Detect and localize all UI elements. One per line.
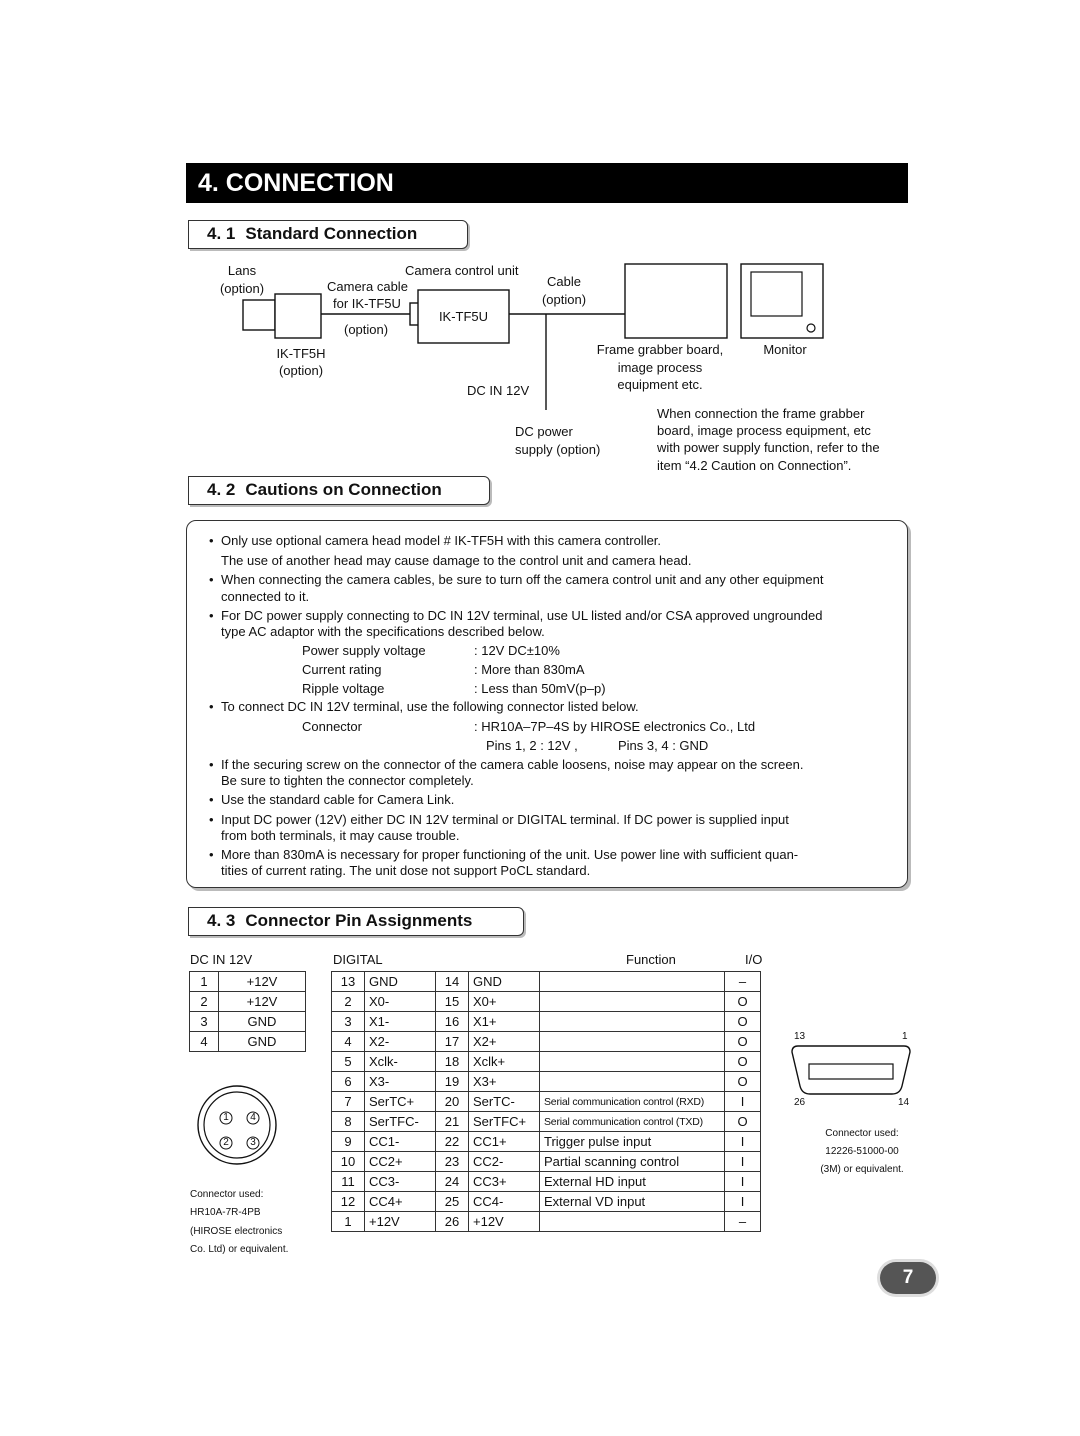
frame-grabber-label-2: image process	[617, 360, 703, 375]
pin-signal: X3+	[469, 1072, 540, 1092]
pin-number: 11	[332, 1172, 365, 1192]
pin-signal: CC1-	[365, 1132, 436, 1152]
pin-function: Trigger pulse input	[540, 1132, 725, 1152]
caution-line: type AC adaptor with the specifications described below.	[221, 624, 545, 639]
dcin-connector-note: HR10A-7R-4PB	[190, 1207, 261, 1218]
dcin-connector-note: Connector used:	[190, 1189, 264, 1200]
bullet: •	[209, 757, 214, 772]
pin-number: 6	[332, 1072, 365, 1092]
pin-number: 24	[436, 1172, 469, 1192]
pin-io: I	[725, 1172, 761, 1192]
pin-function	[540, 992, 725, 1012]
pin-number: 1	[332, 1212, 365, 1232]
page-title: 4. CONNECTION	[186, 163, 908, 203]
pin-io: I	[725, 1132, 761, 1152]
pin-number: 4	[332, 1032, 365, 1052]
caution-line: To connect DC IN 12V terminal, use the following connector listed below.	[221, 699, 639, 714]
pin-number: 3	[332, 1012, 365, 1032]
note-line-2: board, image process equipment, etc	[657, 423, 871, 438]
pin-io: O	[725, 992, 761, 1012]
spec-value: : Less than 50mV(p–p)	[474, 681, 606, 696]
pin-number: 15	[436, 992, 469, 1012]
table-row	[190, 1012, 306, 1032]
monitor-label: Monitor	[763, 342, 807, 357]
frame-grabber-shape	[625, 264, 727, 338]
pin-signal: CC4+	[365, 1192, 436, 1212]
pin-number: 2	[332, 992, 365, 1012]
pin-function: Serial communication control (RXD)	[540, 1092, 725, 1112]
pin-io: I	[725, 1192, 761, 1212]
pin-function	[540, 1052, 725, 1072]
caution-line: tities of current rating. The unit dose not support PoCL standard.	[221, 863, 591, 878]
pin-io: O	[725, 1032, 761, 1052]
pin-number: 23	[436, 1152, 469, 1172]
pin-number: 17	[436, 1032, 469, 1052]
pin-io: O	[725, 1112, 761, 1132]
bullet: •	[209, 812, 214, 827]
pin-signal: SerTFC+	[469, 1112, 540, 1132]
dc-supply-label: supply (option)	[515, 442, 601, 457]
section-title: Connector Pin Assignments	[245, 911, 473, 930]
section-heading-pin-assignments	[188, 907, 524, 936]
connector-inner-ring	[204, 1092, 270, 1158]
table-row	[190, 992, 306, 1012]
monitor-screen-shape	[751, 272, 802, 316]
bullet: •	[209, 847, 214, 862]
pin-io: I	[725, 1152, 761, 1172]
pin-number: 14	[436, 972, 469, 992]
table-row	[332, 992, 761, 1012]
pin-function	[540, 1212, 725, 1232]
caution-line: Use the standard cable for Camera Link.	[221, 792, 455, 807]
pin-number: 22	[436, 1132, 469, 1152]
pin-io: O	[725, 1052, 761, 1072]
caution-line: from both terminals, it may cause trouble.	[221, 828, 460, 843]
corner-pin-label: 1	[902, 1031, 908, 1042]
pin-number: 8	[332, 1112, 365, 1132]
spec-label: Current rating	[302, 662, 382, 677]
pin-number: 18	[436, 1052, 469, 1072]
pin-signal: Xclk+	[469, 1052, 540, 1072]
camera-cable-option-label: (option)	[344, 322, 389, 337]
pin-signal: CC1+	[469, 1132, 540, 1152]
pin-signal: +12V	[365, 1212, 436, 1232]
frame-grabber-label-3: equipment etc.	[617, 377, 703, 392]
pin-signal: GND	[469, 972, 540, 992]
pin-signal: X0-	[365, 992, 436, 1012]
pin-signal: X1+	[469, 1012, 540, 1032]
pin-function: External HD input	[540, 1172, 725, 1192]
pin-io: I	[725, 1092, 761, 1112]
table-row	[332, 1132, 761, 1152]
pin-signal: GND	[365, 972, 436, 992]
caution-line: If the securing screw on the connector of the camera cable loosens, noise may appear on the screen.	[221, 757, 804, 772]
caution-line: The use of another head may cause damage to the control unit and camera head.	[221, 553, 692, 568]
ccu-model-label: IK-TF5U	[438, 309, 489, 324]
lens-shape	[243, 300, 275, 330]
camera-cable-label: Camera cable	[327, 279, 408, 294]
note-line-1: When connection the frame grabber	[657, 406, 865, 421]
dc-in-label: DC IN 12V	[467, 383, 530, 398]
section-number: 4. 1	[207, 224, 236, 243]
pin-number: 20	[436, 1092, 469, 1112]
digital-connector-diagram	[786, 1040, 916, 1106]
pin-signal: GND	[219, 1032, 306, 1052]
dcin-connector-note: (HIROSE electronics	[190, 1226, 283, 1237]
dcin-table-title: DC IN 12V	[190, 952, 253, 967]
frame-grabber-label-1: Frame grabber board,	[596, 342, 724, 357]
table-row	[332, 1092, 761, 1112]
corner-pin-label: 14	[898, 1097, 910, 1108]
caution-line: connected to it.	[221, 589, 310, 604]
connector-label: Connector	[302, 719, 362, 734]
spec-value: : More than 830mA	[474, 662, 585, 677]
pin-function	[540, 972, 725, 992]
connection-diagram	[0, 0, 1080, 480]
spec-label: Power supply voltage	[302, 643, 426, 658]
digital-connector-note: Connector used:	[825, 1128, 899, 1139]
pin-function: Partial scanning control	[540, 1152, 725, 1172]
table-row	[332, 1212, 761, 1232]
pin-io: O	[725, 1072, 761, 1092]
cable-label: Cable	[547, 274, 581, 289]
section-number: 4. 2	[207, 480, 236, 499]
pin-signal: SerTFC-	[365, 1112, 436, 1132]
camera-head-option-label: (option)	[278, 363, 324, 378]
table-row	[332, 1072, 761, 1092]
section-title: Cautions on Connection	[245, 480, 442, 499]
camera-head-shape	[275, 294, 321, 338]
pin-label: 3	[250, 1137, 256, 1148]
bullet: •	[209, 608, 214, 623]
pin-number: 19	[436, 1072, 469, 1092]
ccu-label: Camera control unit	[405, 263, 519, 278]
pin-function	[540, 1032, 725, 1052]
caution-line: Only use optional camera head model # IK-TF5H with this camera controller.	[221, 533, 662, 548]
section-title: Standard Connection	[245, 224, 418, 243]
for-model-label: for IK-TF5U	[333, 296, 401, 311]
pin-signal: X2-	[365, 1032, 436, 1052]
pin-number: 1	[190, 972, 219, 992]
pin-signal: X2+	[469, 1032, 540, 1052]
dcin-connector-note: Co. Ltd) or equivalent.	[190, 1244, 289, 1255]
digital-connector-note: 12226-51000-00	[825, 1146, 899, 1157]
caution-line: Be sure to tighten the connector completely.	[221, 773, 474, 788]
pin-number: 16	[436, 1012, 469, 1032]
pin-signal: +12V	[219, 972, 306, 992]
caution-line: More than 830mA is necessary for proper functioning of the unit. Use power line with sufficient quan-	[221, 847, 799, 862]
note-line-4: item “4.2 Caution on Connection”.	[657, 458, 852, 473]
spec-value: : 12V DC±10%	[474, 643, 560, 658]
dcin-connector-diagram	[196, 1084, 278, 1166]
pin-number: 4	[190, 1032, 219, 1052]
table-row	[332, 1112, 761, 1132]
bullet: •	[209, 533, 214, 548]
pin-signal: CC4-	[469, 1192, 540, 1212]
monitor-knob-shape	[807, 324, 815, 332]
pin-signal: +12V	[469, 1212, 540, 1232]
pin-number: 5	[332, 1052, 365, 1072]
pin-number: 12	[332, 1192, 365, 1212]
digital-connector-note: (3M) or equivalent.	[820, 1164, 904, 1175]
spec-label: Ripple voltage	[302, 681, 385, 696]
pin-signal: CC3+	[469, 1172, 540, 1192]
pin-io: –	[725, 972, 761, 992]
table-row	[190, 972, 306, 992]
table-row	[332, 972, 761, 992]
table-row	[332, 1192, 761, 1212]
camera-head-model-label: IK-TF5H	[276, 346, 326, 361]
table-row	[332, 1172, 761, 1192]
pin-number: 25	[436, 1192, 469, 1212]
digital-pin-table	[331, 971, 761, 1232]
pin-signal: Xclk-	[365, 1052, 436, 1072]
page-number: 7	[880, 1262, 936, 1294]
pin-signal: SerTC-	[469, 1092, 540, 1112]
pin-io: O	[725, 1012, 761, 1032]
table-row	[332, 1032, 761, 1052]
pin-signal: CC2+	[365, 1152, 436, 1172]
pin-signal: X3-	[365, 1072, 436, 1092]
pin-signal: CC2-	[469, 1152, 540, 1172]
pin-label: 4	[250, 1112, 256, 1123]
dc-power-label: DC power	[515, 424, 573, 439]
pin-number: 9	[332, 1132, 365, 1152]
table-row	[190, 1032, 306, 1052]
caution-line: For DC power supply connecting to DC IN 12V terminal, use UL listed and/or CSA approved ungrounded	[221, 608, 823, 623]
pin-number: 7	[332, 1092, 365, 1112]
pin-label: 1	[223, 1112, 229, 1123]
bullet: •	[209, 572, 214, 587]
pin-signal: +12V	[219, 992, 306, 1012]
pin-signal: CC3-	[365, 1172, 436, 1192]
note-line-3: with power supply function, refer to the	[657, 440, 880, 455]
pin-function	[540, 1012, 725, 1032]
pin-number: 13	[332, 972, 365, 992]
dcin-pin-table	[189, 971, 306, 1052]
table-row	[332, 1152, 761, 1172]
pin-number: 3	[190, 1012, 219, 1032]
table-row	[332, 1052, 761, 1072]
table-row	[332, 1012, 761, 1032]
caution-line: Input DC power (12V) either DC IN 12V terminal or DIGITAL terminal. If DC power is supplied input	[221, 812, 789, 827]
pin-number: 2	[190, 992, 219, 1012]
pin-io: –	[725, 1212, 761, 1232]
io-header: I/O	[745, 952, 763, 967]
pin-function	[540, 1072, 725, 1092]
caution-line: When connecting the camera cables, be sure to turn off the camera control unit and any other equipment	[221, 572, 824, 587]
section-number: 4. 3	[207, 911, 236, 930]
pin-number: 26	[436, 1212, 469, 1232]
pins-ground: Pins 3, 4 : GND	[618, 738, 709, 753]
pin-signal: X1-	[365, 1012, 436, 1032]
bullet: •	[209, 699, 214, 714]
connector-value: : HR10A–7P–4S by HIROSE electronics Co., Ltd	[474, 719, 756, 734]
pins-power: Pins 1, 2 : 12V ,	[486, 738, 578, 753]
pin-function: Serial communication control (TXD)	[540, 1112, 725, 1132]
corner-pin-label: 26	[794, 1097, 806, 1108]
pin-number: 10	[332, 1152, 365, 1172]
pin-signal: GND	[219, 1012, 306, 1032]
connector-slot	[809, 1064, 893, 1079]
bullet: •	[209, 792, 214, 807]
pin-number: 21	[436, 1112, 469, 1132]
function-header: Function	[626, 952, 676, 967]
pin-signal: X0+	[469, 992, 540, 1012]
corner-pin-label: 13	[794, 1031, 806, 1042]
pin-signal: SerTC+	[365, 1092, 436, 1112]
lens-label: Lans	[227, 263, 257, 278]
pin-label: 2	[223, 1137, 229, 1148]
cable-option-label: (option)	[541, 292, 587, 307]
digital-table-title: DIGITAL	[333, 952, 383, 967]
section-heading-cautions	[188, 476, 490, 505]
lens-option-label: (option)	[219, 281, 265, 296]
pin-function: External VD input	[540, 1192, 725, 1212]
